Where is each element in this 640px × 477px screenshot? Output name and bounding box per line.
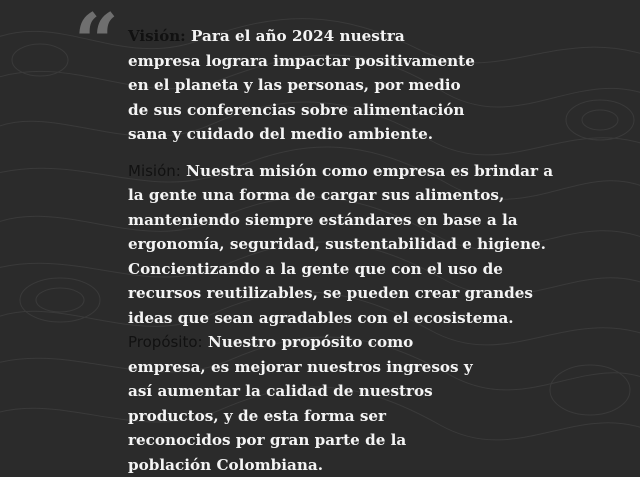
statement-content	[128, 24, 598, 477]
mission-label: Misión:	[128, 161, 181, 180]
mission-section	[128, 159, 568, 331]
vision-section	[128, 24, 478, 147]
vision-text: Para el año 2024 nuestra empresa lograra impactar positivamente en el planeta y las personas, por medio de sus conferencias sobre alimentación sana y cuidado del medio ambiente.	[128, 27, 475, 143]
purpose-label: Propósito:	[128, 333, 203, 351]
mission-text: Nuestra misión como empresa es brindar a la gente una forma de cargar sus alimentos, manteniendo siempre estándares en base a la ergonomía, seguridad, sustentabilidad e higiene. Concientizando a la gente que con el uso de recursos reutilizables, se pueden crear grandes ideas que sean agradables con el ecosistema.	[128, 161, 554, 327]
quote-open-icon: “	[74, 0, 115, 88]
vision-label: Visión:	[128, 27, 186, 45]
purpose-text: Nuestro propósito como empresa, es mejorar nuestros ingresos y así aumentar la calidad de nuestros productos, y de esta forma ser reconocidos por gran parte de la población Colombiana.	[128, 333, 473, 474]
purpose-section	[128, 330, 478, 477]
